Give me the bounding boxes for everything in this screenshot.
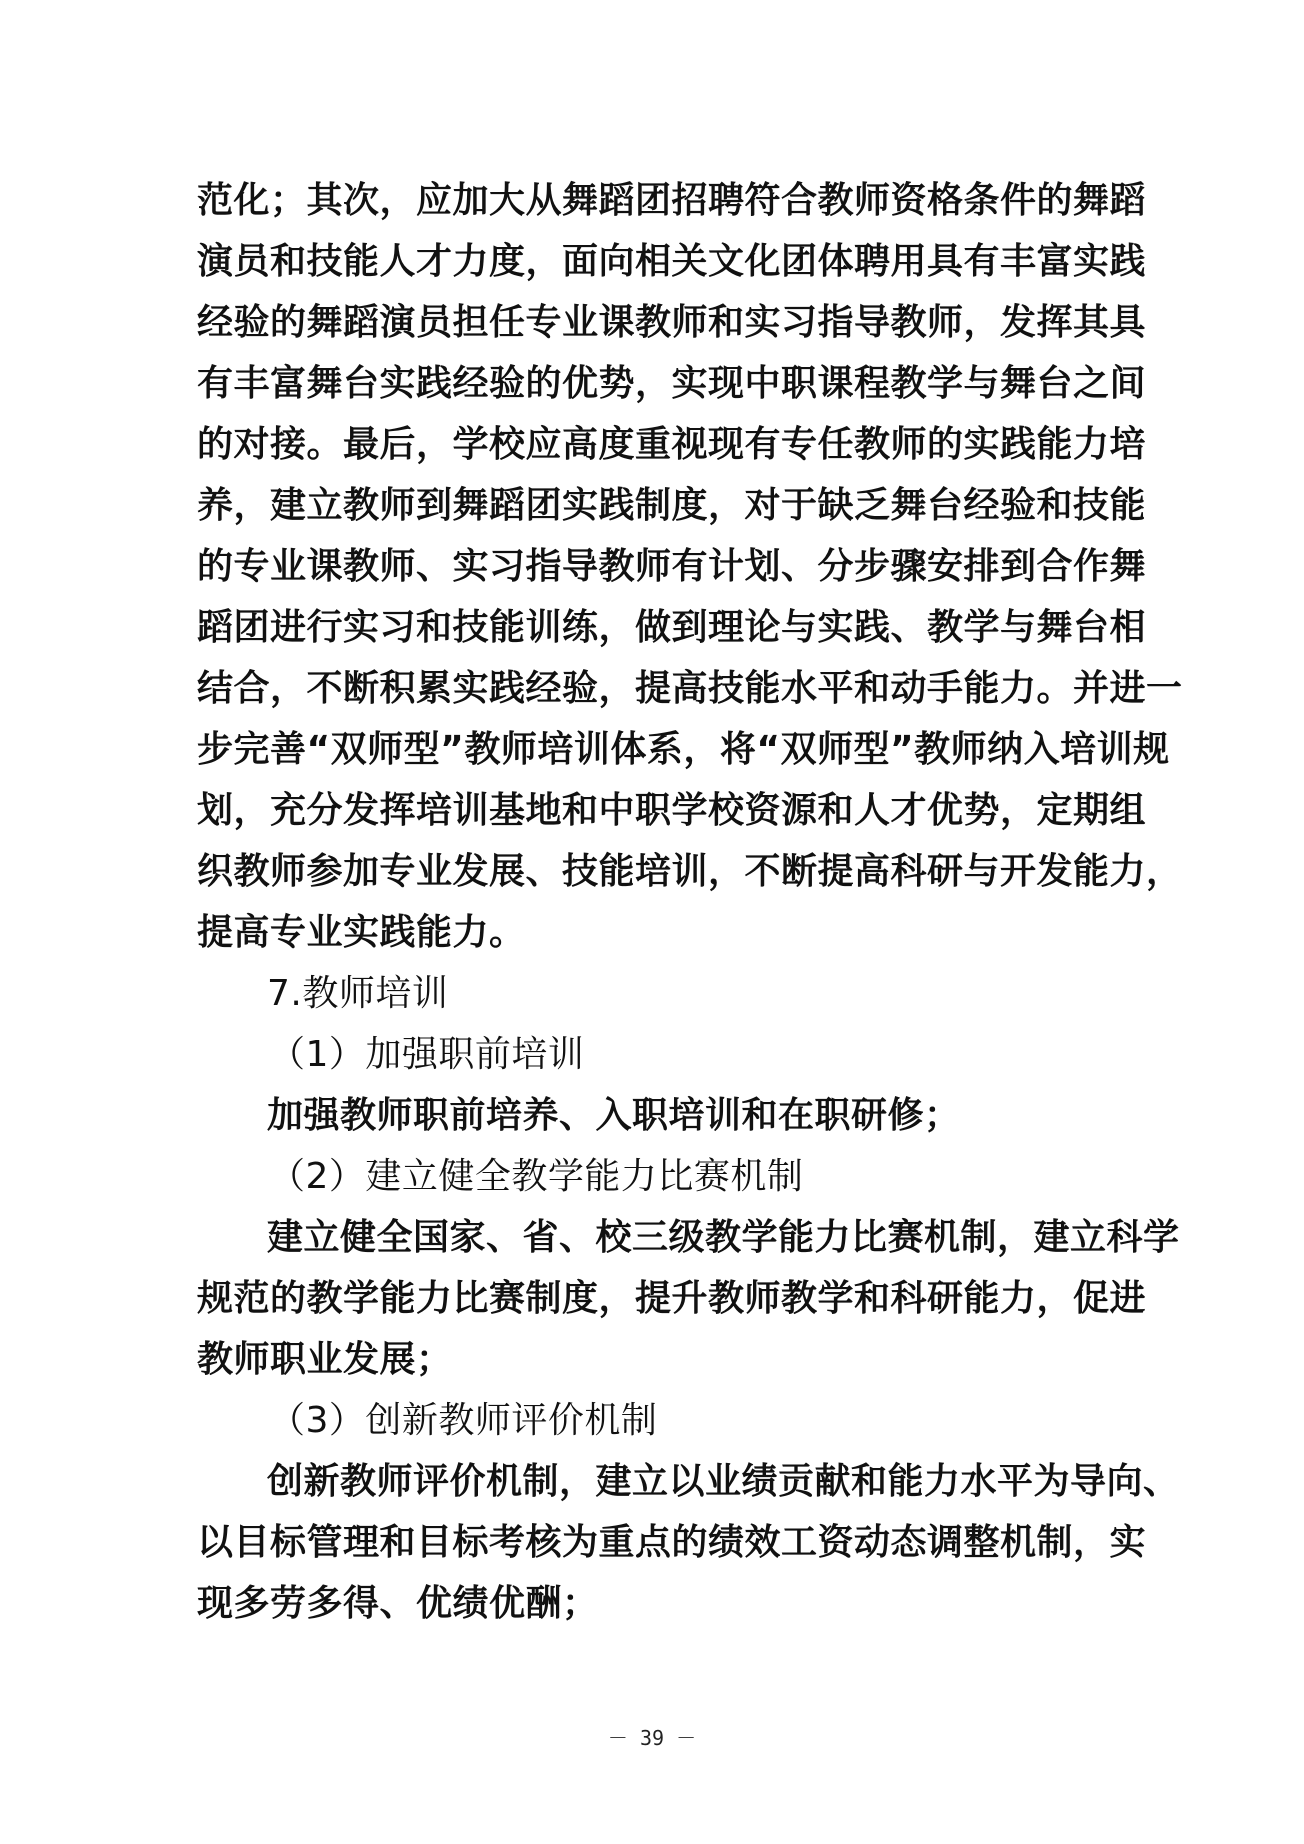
paragraph-line: 创新教师评价机制，建立以业绩贡献和能力水平为导向、 (267, 1461, 1180, 1502)
paragraph-line: 织教师参加专业发展、技能培训，不断提高科研与开发能力， (197, 851, 1183, 892)
paragraph-line: 演员和技能人才力度，面向相关文化团体聘用具有丰富实践 (197, 241, 1147, 282)
page-number: － 39 － (607, 1726, 697, 1750)
subsection-heading: （2）建立健全教学能力比赛机制 (269, 1156, 804, 1197)
paragraph-line: 教师职业发展； (197, 1339, 453, 1380)
paragraph-line: 的专业课教师、实习指导教师有计划、分步骤安排到合作舞 (197, 546, 1147, 587)
paragraph-line: 步完善“双师型”教师培训体系，将“双师型”教师纳入培训规 (197, 729, 1170, 770)
subsection-heading: （1）加强职前培训 (269, 1034, 585, 1075)
paragraph-line: 结合，不断积累实践经验，提高技能水平和动手能力。并进一 (197, 668, 1183, 709)
paragraph-line: 有丰富舞台实践经验的优势，实现中职课程教学与舞台之间 (197, 363, 1147, 404)
section-heading: 7.教师培训 (267, 973, 449, 1014)
paragraph-line: 以目标管理和目标考核为重点的绩效工资动态调整机制，实 (197, 1522, 1147, 1563)
paragraph-line: 现多劳多得、优绩优酬； (197, 1583, 599, 1624)
paragraph-line: 经验的舞蹈演员担任专业课教师和实习指导教师，发挥其具 (197, 302, 1147, 343)
paragraph-line: 建立健全国家、省、校三级教学能力比赛机制，建立科学 (267, 1217, 1180, 1258)
subsection-heading: （3）创新教师评价机制 (269, 1400, 658, 1441)
paragraph-line: 加强教师职前培养、入职培训和在职研修； (267, 1095, 961, 1136)
paragraph-line: 提高专业实践能力。 (197, 912, 526, 953)
body-text (197, 170, 1183, 1634)
paragraph-line: 蹈团进行实习和技能训练，做到理论与实践、教学与舞台相 (197, 607, 1147, 648)
paragraph-line: 规范的教学能力比赛制度，提升教师教学和科研能力，促进 (197, 1278, 1147, 1319)
paragraph-line: 划，充分发挥培训基地和中职学校资源和人才优势，定期组 (197, 790, 1147, 831)
paragraph-line: 养，建立教师到舞蹈团实践制度，对于缺乏舞台经验和技能 (197, 485, 1147, 526)
paragraph-line: 范化；其次，应加大从舞蹈团招聘符合教师资格条件的舞蹈 (197, 180, 1147, 221)
paragraph-line: 的对接。最后，学校应高度重视现有专任教师的实践能力培 (197, 424, 1147, 465)
